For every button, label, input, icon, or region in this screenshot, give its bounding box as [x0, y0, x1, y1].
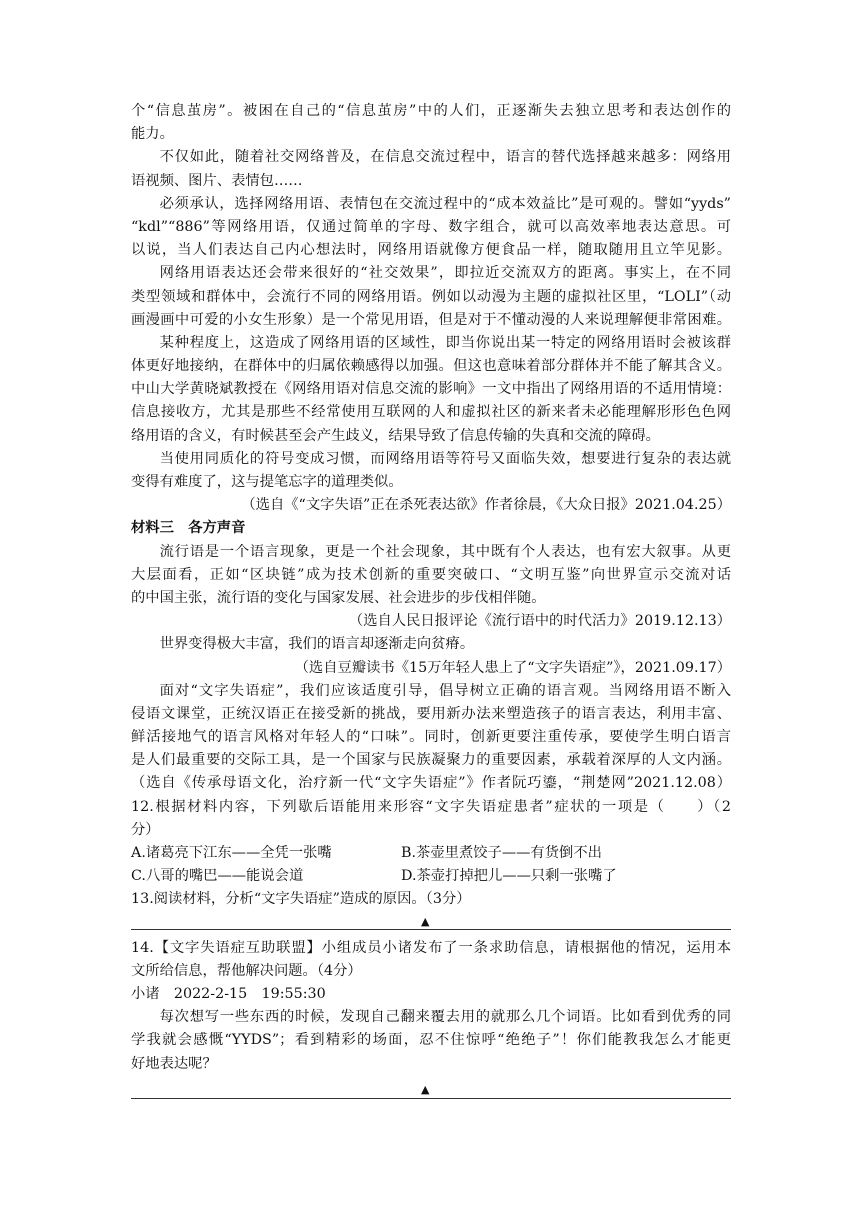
source-citation: （选自《“文字失语”正在杀死表达欲》作者徐晨，《大众日报》2021.04.25）: [241, 497, 731, 514]
text-line: 以说，当人们表达自己内心想法时，网络用语就像方便食品一样，随取随用且立竿见影。: [131, 242, 731, 259]
question-text: 文所给信息，帮他解决问题。（4分）: [131, 962, 362, 979]
text-line: 必须承认，选择网络用语、表情包在交流过程中的“成本效益比”是可观的。譬如“yyds”: [159, 195, 731, 212]
question-text: 12.根据材料内容，下列歇后语能用来形容“文字失语症患者”症状的一项是（ ）（2: [131, 798, 731, 815]
answer-area[interactable]: [131, 1076, 731, 1104]
paragraph-social-effect: [131, 262, 731, 332]
post-header: 小诸 2022-2-15 19:55:30: [131, 985, 326, 1002]
source-citation: （选自《传承母语文化，治疗新一代“文字失语症”》作者阮巧鎏，“荆楚网”2021.12.08）: [131, 775, 731, 792]
text-line: 鲜活接地气的语言风格对年轻人的“口味”。同时，创新更要注重传承，要使学生明白语言: [131, 729, 731, 746]
text-line: 变得有难度了，这与提笔忘字的道理类似。: [131, 474, 403, 490]
source-citation: （选自豆瓣读书《15万年轻人患上了“文字失语症”》，2021.09.17）: [294, 659, 731, 676]
question-text: 13.阅读材料，分析“文字失语症”造成的原因。（3分）: [131, 891, 471, 908]
text-line: 好地表达呢？: [131, 1055, 217, 1072]
paragraph-language-substitute: [131, 146, 731, 192]
paragraph-guidance: [131, 680, 731, 773]
answer-area[interactable]: [131, 912, 731, 935]
text-line: 体更好地接纳，在群体中的归属依赖感得以加强。但这也意味着部分群体并不能了解其含义。: [131, 358, 731, 375]
option-c[interactable]: C.八哥的嘴巴——能说会道: [131, 868, 304, 885]
paragraph-cost-benefit: [131, 193, 731, 263]
question-13: [131, 888, 731, 934]
question-12: [131, 796, 731, 889]
question-14: [131, 937, 731, 1104]
text-line: “kdl”“886”等网络用语，仅通过简单的字母、数字组合，就可以高效率地表达意思。可: [131, 218, 731, 235]
text-line: 面对“文字失语症”，我们应该适度引导，倡导树立正确的语言观。当网络用语不断入: [159, 682, 731, 699]
text-line: 流行语是一个语言现象，更是一个社会现象，其中既有个人表达，也有宏大叙事。从更: [159, 543, 731, 560]
section-heading: 材料三 各方声音: [131, 520, 246, 537]
text-line: 侵语文课堂，正统汉语正在接受新的挑战，要用新办法来塑造孩子的语言表达，利用丰富、: [131, 705, 731, 722]
text-line: 学我就会感慨“YYDS”；看到精彩的场面，忍不住惊呼“绝绝子”！你们能教我怎么才能更: [131, 1032, 731, 1049]
option-row: [131, 842, 731, 865]
text-line: 某种程度上，这造成了网络用语的区域性，即当你说出某一特定的网络用语时会被该群: [159, 334, 731, 351]
text-line: 大层面看，正如“区块链”成为技术创新的重要突破口、“文明互鉴”向世界宣示交流对话: [131, 566, 731, 583]
text-line: 画漫画中可爱的小女生形象）是一个常见用语，但是对于不懂动漫的人来说理解便非常困难。: [131, 311, 731, 328]
source-citation: （选自人民日报评论《流行语中的时代活力》2019.12.13）: [348, 613, 731, 630]
text-line: 网络用语表达还会带来很好的“社交效果”，即拉近交流双方的距离。事实上，在不同: [159, 265, 731, 282]
document-page: [131, 100, 731, 1104]
text-line: 信息接收方，尤其是那些不经常使用互联网的人和虚拟社区的新来者未必能理解形形色色网: [131, 404, 731, 421]
answer-line: [131, 1098, 731, 1099]
text-line: 络用语的含义，有时候甚至会产生歧义，结果导致了信息传输的失真和交流的障碍。: [131, 427, 660, 444]
answer-line: [131, 929, 731, 930]
text-line: 能力。: [131, 126, 174, 143]
text-line: 是人们最重要的交际工具，是一个国家与民族凝聚力的重要因素，承载着深厚的人文内涵。: [131, 752, 731, 769]
text-line: 语视频、图片、表情包……: [131, 172, 303, 189]
text-line: 的中国主张，流行语的变化与国家发展、社会进步的步伐相伴随。: [131, 589, 546, 606]
option-row: [131, 865, 731, 888]
answer-mark-icon: ▲: [421, 914, 430, 928]
answer-mark-icon: ▲: [421, 1082, 430, 1096]
option-a[interactable]: A.诸葛亮下江东——全凭一张嘴: [131, 845, 332, 861]
text-line: 每次想写一些东西的时候，发现自己翻来覆去用的就那么几个词语。比如看到优秀的同: [159, 1009, 731, 1026]
text-line: 中山大学黄晓斌教授在《网络用语对信息交流的影响》一文中指出了网络用语的不适用情境：: [131, 381, 731, 398]
text-line: 类型领域和群体中，会流行不同的网络用语。例如以动漫为主题的虚拟社区里，“LOLI”（动: [131, 288, 731, 305]
paragraph-buzzwords: [131, 541, 731, 611]
paragraph-info-cocoon: [131, 100, 731, 146]
option-b[interactable]: B.茶壶里煮饺子——有货倒不出: [401, 845, 602, 861]
paragraph-homogenized-symbols: [131, 448, 731, 494]
question-text: 14.【文字失语症互助联盟】小组成员小诸发布了一条求助信息，请根据他的情况，运用本: [131, 939, 731, 956]
text-line: 当使用同质化的符号变成习惯，而网络用语等符号又面临失效，想要进行复杂的表达就: [159, 450, 731, 467]
text-line: 世界变得极大丰富，我们的语言却逐渐走向贫瘠。: [159, 636, 475, 653]
question-text: 分）: [131, 821, 160, 838]
text-line: 不仅如此，随着社交网络普及，在信息交流过程中，语言的替代选择越来越多：网络用: [159, 149, 731, 166]
paragraph-regionality: [131, 332, 731, 448]
option-d[interactable]: D.茶壶打掉把儿——只剩一张嘴了: [401, 868, 617, 885]
text-line: 个“信息茧房”。被困在自己的“信息茧房”中的人们，正逐渐失去独立思考和表达创作的: [131, 103, 731, 119]
